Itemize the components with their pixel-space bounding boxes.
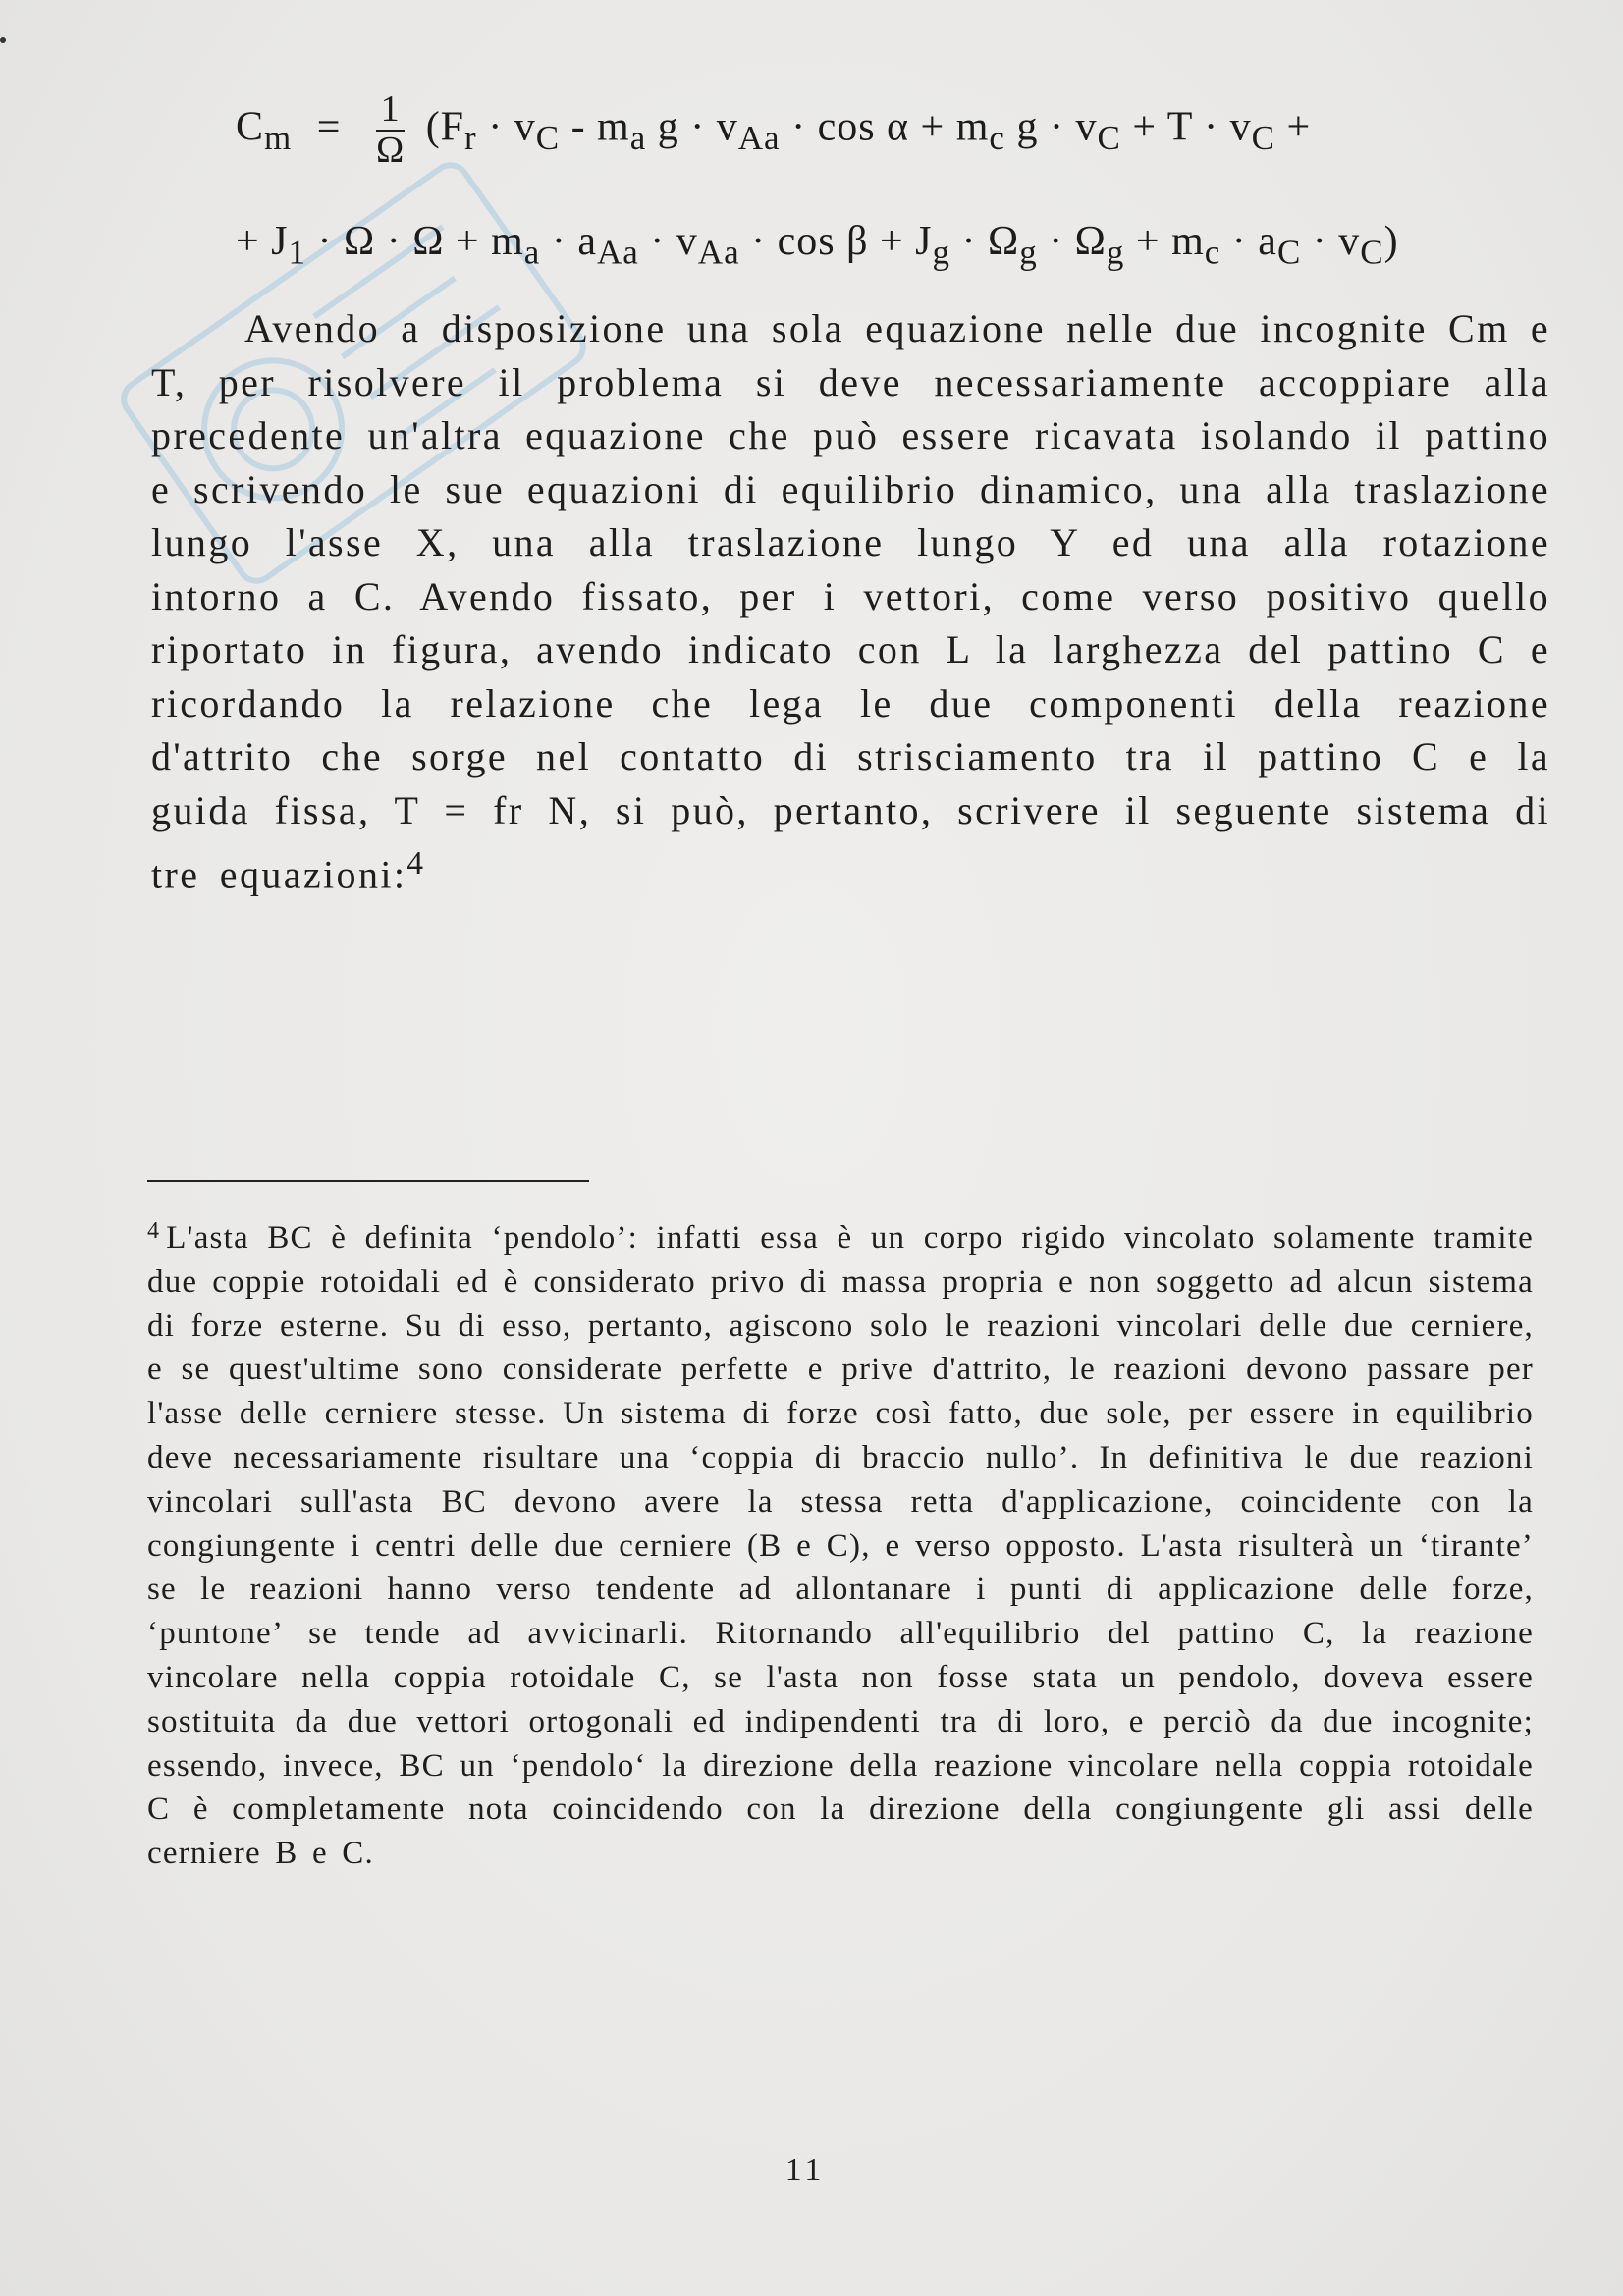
footnote-text: L'asta BC è definita ‘pendolo’: infatti essa è un corpo rigido vincolato solamente tramite due coppie rotoidali ed è considerato privo di massa propria e non soggetto ad alcun sistema di forze esterne. Su di esso, pertanto, agiscono solo le reazioni vincolari delle due cerniere, e se quest'ultime sono considerate perfette e prive d'attrito, le reazioni devono passare per l'asse delle cerniere stesse. Un sistema di forze così fatto, due sole, per essere in equilibrio deve necessariamente risultare una ‘coppia di braccio nullo’. In definitiva le due reazioni vincolari sull'asta BC devono avere la stessa retta d'applicazione, coincidente con la congiungente i centri delle due cerniere (B e C), e verso opposto. L'asta risulterà un ‘tirante’ se le reazioni hanno verso tendente ad allontanare i punti di applicazione delle forze, ‘puntone’ se tende ad avvicinarli. Ritornando all'equilibrio del pattino C, la reazione vincolare nella coppia rotoidale C, se l'asta non fosse stata un pendolo, doveva essere sostituita da due vettori ortogonali ed indipendenti tra di loro, e perciò da due incognite; essendo, invece, BC un ‘pendolo‘ la direzione della reazione vincolare nella coppia rotoidale C è completamente nota coincidendo con la direzione della congiungente gli assi delle cerniere B e C. [147,1220,1534,1872]
footnote-number: 4 [147,1218,161,1244]
footnote [147,1209,1534,1876]
page-number: 11 [784,2152,826,2188]
scan-dot [0,37,6,43]
paragraph-text: Avendo a disposizione una sola equazione nelle due incognite Cm e T, per risolvere il problema si deve necessariamente accoppiare alla precedente un'altra equazione che può essere ricavata isolando il pattino e scrivendo le sue equazioni di equilibrio dinamico, una alla traslazione lungo l'asse X, una alla traslazione lungo Y ed una alla rotazione intorno a C. Avendo fissato, per i vettori, come verso positivo quello riportato in figura, avendo indicato con L la larghezza del pattino C e ricordando la relazione che lega le due componenti della reazione d'attrito che sorge nel contatto di strisciamento tra il pattino C e la guida fissa, T = fr N, si può, pertanto, scrivere il seguente sistema di tre equazioni: [151,306,1550,897]
equation-line-2: + $J_1 \cdot \Omega \cdot \Omega + m_a \cdot a_{Aa} \cdot v_{Aa} \cdot \cos \beta + J_g \cdot \Omega_g \cdot \Omega_g + m_c \cdot a_C \cdot v_C$) [236,219,1399,272]
footnote-ref: 4 [406,845,426,881]
footnote-separator [147,1180,589,1182]
equation-line-1: $C_m$ = $\frac{1}{\Omega}$ ($F_r \cdot v_C - m_a$ $g \cdot v_{Aa} \cdot \cos \alpha + m_c$ $g \cdot v_C + T \cdot v_C$ + [236,88,1312,171]
fraction: $\frac{1}{\Omega}$ [375,88,406,171]
main-paragraph [151,302,1550,902]
